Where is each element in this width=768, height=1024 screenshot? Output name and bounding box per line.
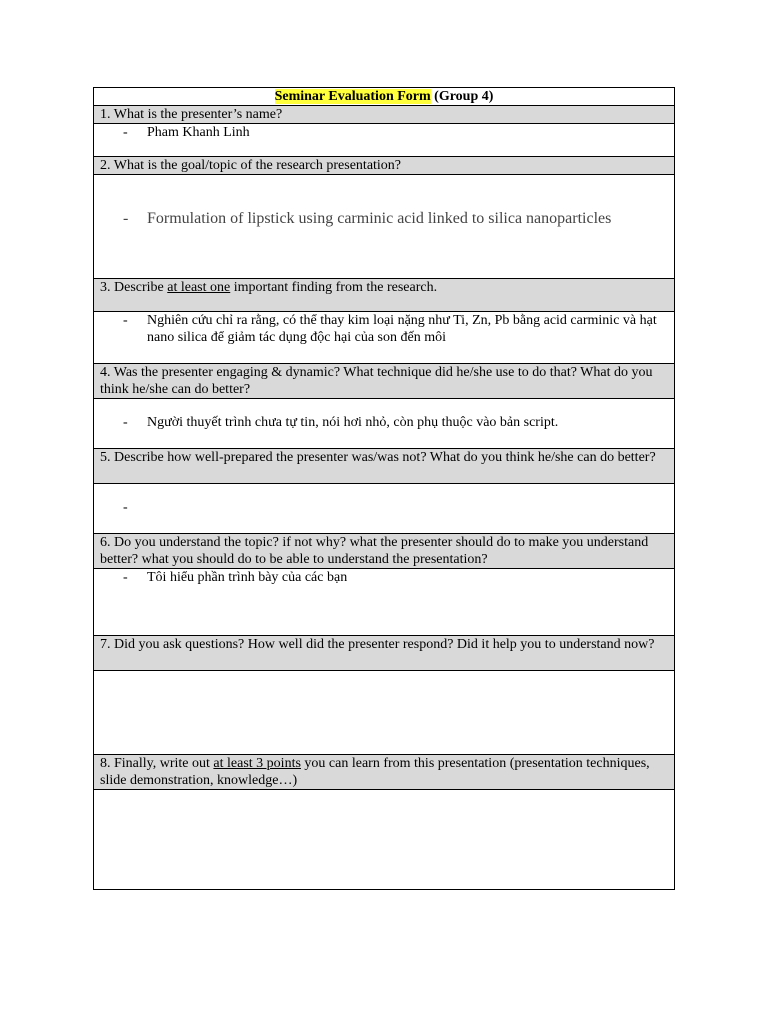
answer-1[interactable] [94, 124, 674, 157]
question-6-text: 6. Do you understand the topic? if not why? what the presenter should do to make you understand better? what you should do to be able to understand the presentation? [100, 535, 649, 567]
question-3-text-a: 3. Describe [100, 280, 168, 295]
question-1-text: 1. What is the presenter’s name? [100, 107, 283, 122]
question-5 [94, 449, 674, 484]
question-7 [94, 636, 674, 671]
question-2-text: 2. What is the goal/topic of the research presentation? [100, 158, 402, 173]
answer-6[interactable] [94, 569, 674, 636]
form-title-highlight: Seminar Evaluation Form [274, 89, 431, 104]
answer-2[interactable] [94, 175, 674, 279]
answer-8[interactable] [94, 790, 674, 889]
question-2 [94, 157, 674, 175]
answer-3-text: Nghiên cứu chỉ ra rằng, có thể thay kim loại nặng như Ti, Zn, Pb bằng acid carminic và hạt nano silica để giảm tác dụng độc hại của son đến môi [147, 313, 657, 345]
question-3-underline: at least one [167, 280, 231, 295]
question-8-underline: at least 3 points [213, 756, 301, 771]
answer-1-bullet: - [123, 125, 128, 140]
form-title-group: (Group 4) [430, 89, 494, 104]
answer-3-bullet: - [123, 313, 128, 328]
answer-2-bullet: - [123, 210, 129, 227]
question-5-text: 5. Describe how well-prepared the presenter was/was not? What do you think he/she can do better? [100, 450, 656, 465]
question-3-text-b: important finding from the research. [230, 280, 438, 295]
question-3 [94, 279, 674, 312]
question-8-text-b: you can learn from this presentation (presentation techniques, slide demonstration, knowledge…) [100, 756, 650, 788]
form-title-row [94, 88, 674, 106]
evaluation-form-table [93, 87, 675, 890]
answer-3[interactable] [94, 312, 674, 364]
question-4-text: 4. Was the presenter engaging & dynamic? What technique did he/she use to do that? What do you think he/she can do better? [100, 365, 653, 397]
question-6 [94, 534, 674, 569]
question-1 [94, 106, 674, 124]
answer-2-text: Formulation of lipstick using carminic acid linked to silica nanoparticles [147, 210, 612, 227]
question-4 [94, 364, 674, 399]
question-8 [94, 755, 674, 790]
question-7-text: 7. Did you ask questions? How well did the presenter respond? Did it help you to understand now? [100, 637, 655, 652]
answer-5[interactable] [94, 484, 674, 534]
answer-4[interactable] [94, 399, 674, 449]
answer-6-bullet: - [123, 570, 128, 585]
answer-7[interactable] [94, 671, 674, 755]
answer-1-text: Pham Khanh Linh [147, 125, 250, 140]
question-8-text-a: 8. Finally, write out [100, 756, 214, 771]
answer-5-bullet: - [123, 500, 128, 515]
answer-6-text: Tôi hiểu phần trình bày của các bạn [147, 570, 348, 585]
answer-4-text: Người thuyết trình chưa tự tin, nói hơi nhỏ, còn phụ thuộc vào bản script. [147, 415, 559, 430]
answer-4-bullet: - [123, 415, 128, 430]
